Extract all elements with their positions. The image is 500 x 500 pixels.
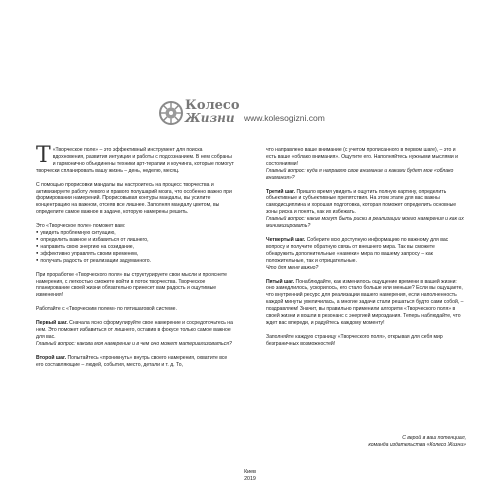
list-item: ● эффективно управлять своим временем,	[36, 251, 234, 258]
step-three	[266, 189, 464, 230]
closing-paragraph: Заполняйте каждую страницу «Творческого поля», открывая для себя мир безграничных возможностей!	[266, 333, 443, 347]
signature	[330, 435, 466, 449]
step-text: Соберите всю доступную информацию по важному для вас вопросу и получите обратную связь от внешнего мира. Так вы сможете обнаружить дополнительные «намеки» мира по вашему запросу – как положительные, так и отрицательные.	[266, 236, 449, 264]
benefits-list	[36, 230, 234, 265]
step-one	[36, 320, 234, 348]
step-label: Третий шаг.	[266, 188, 296, 195]
step-label: Пятый шаг.	[266, 278, 295, 285]
signature-line1: С верой в ваш потенциал,	[402, 435, 466, 441]
workflow-paragraph: При проработке «Творческого поля» вы структурируете свои мысли и прояснете намерения, с легкостью сможете войти в поток творчества. Творческое планирование своей жизни обязательно принесет вам радость и ощутимые изменения!	[36, 271, 227, 299]
step-four	[266, 237, 464, 272]
step-label: Первый шаг.	[36, 320, 68, 327]
city: Киев	[244, 469, 256, 475]
step-text: Сначала ясно сформулируйте свое намерение и сосредоточьтесь на нем. Это поможет избавиться от лишнего, оставив в фокусе только самое важное для вас.	[36, 320, 233, 340]
step-text: что направлено ваше внимание (с учетом прописанного в первом шаге), – это и есть ваше «облако внимания». Ощутите его. Наполняйтесь нужными мыслями и состояниями!	[266, 147, 458, 167]
list-item: ● определить важное и избавиться от лишнего,	[36, 237, 234, 244]
mandala-paragraph: С помощью прорисовки мандалы вы настроитесь на процесс творчества и активизируете работу левого и правого полушарий мозга, что особенно важно при формировании намерений. Прорисовывая контуры мандалы, вы усилите концентрацию на важном, отсеяв все лишнее. Заполняя мандалу цветом, вы определите самое важное в задаче, которую намерены решить.	[36, 181, 232, 216]
step-question: Что для меня важно?	[266, 264, 319, 271]
list-item: ● увидеть проблемную ситуацию,	[36, 230, 234, 237]
imprint-footer	[228, 469, 272, 483]
intro-paragraph	[36, 143, 234, 175]
step-question: Главный вопрос: куда я направлю свое внимание и какими будет мое «облако внимания»?	[266, 167, 454, 181]
signature-line2: команда издательства «Колесо Жизни»	[368, 441, 466, 448]
step-two	[36, 355, 234, 369]
step-five	[266, 279, 464, 327]
step-question: Главный вопрос: какова моя намерение и в чем оно может материализоваться?	[36, 340, 232, 347]
drop-cap: Т	[36, 143, 51, 168]
right-column	[266, 147, 464, 355]
logo-wordmark	[185, 100, 240, 124]
step-text: Попытайтесь «проникнуть» внутрь своего намерения, охватите все его составляющие – людей, события, место, детали и т. д. То,	[36, 354, 228, 368]
list-intro: Это «Творческое поле» поможет вам:	[36, 223, 126, 230]
intro-text: «Творческое поле» – это эффективный инструмент для поиска вдохновения, развития интуиции и работы с подсознанием. В нем собраны и гармонично объединены техники арт-терапии и коучинга, которые помогут творчески спланировать вашу жизнь – день, неделю, месяц.	[36, 147, 234, 174]
step-two-continued	[266, 147, 464, 182]
left-column	[36, 143, 234, 376]
website-url: www.kolesogizni.com	[244, 113, 325, 123]
logo-line2: Жизни	[185, 111, 235, 125]
step-text: Пришло время увидеть и ощутить полную картину, определить объективные и субъективные препятствия. На этом этапе для вас важны самодисциплина и хорошая подготовка, которая поможет определить основные зоны риска и понять, как их избежать.	[266, 188, 457, 216]
publisher-header	[158, 100, 358, 134]
wheel-logo-icon	[158, 100, 184, 126]
list-item: ● получать радость от реализации задуманного.	[36, 258, 234, 265]
step-text: Понаблюдайте, как изменилось ощущение времени в вашей жизни: оно замедлилось, ускорилось, его стало больше или меньше? Если вы ощущаете, что внутренний ресурс для реализации вашего намерения, если наполненность каждой минуты увеличилась, а многие задачи стали решаться будто сами собой, – поздравляем! Значит, вы правильно применили алгоритм «Творческого поля» в своей жизни и вошли в резонанс с энергией мироздания. Теперь наблюдайте, что ждет вас впереди, и радуйтесь каждому моменту!	[266, 278, 464, 326]
list-item: ● направить свою энергию на созидание,	[36, 244, 234, 251]
year: 2019	[244, 475, 256, 482]
logo-line1: Колесо	[185, 98, 240, 113]
step-label: Второй шаг.	[36, 354, 67, 361]
step-label: Четвертый шаг.	[266, 236, 306, 243]
system-paragraph: Работайте с «Творческим полем» по пятишаговой системе.	[36, 306, 177, 313]
step-question: Главный вопрос: какие могут быть риски в реализации моего намерения и как их минимизировать?	[266, 216, 464, 230]
